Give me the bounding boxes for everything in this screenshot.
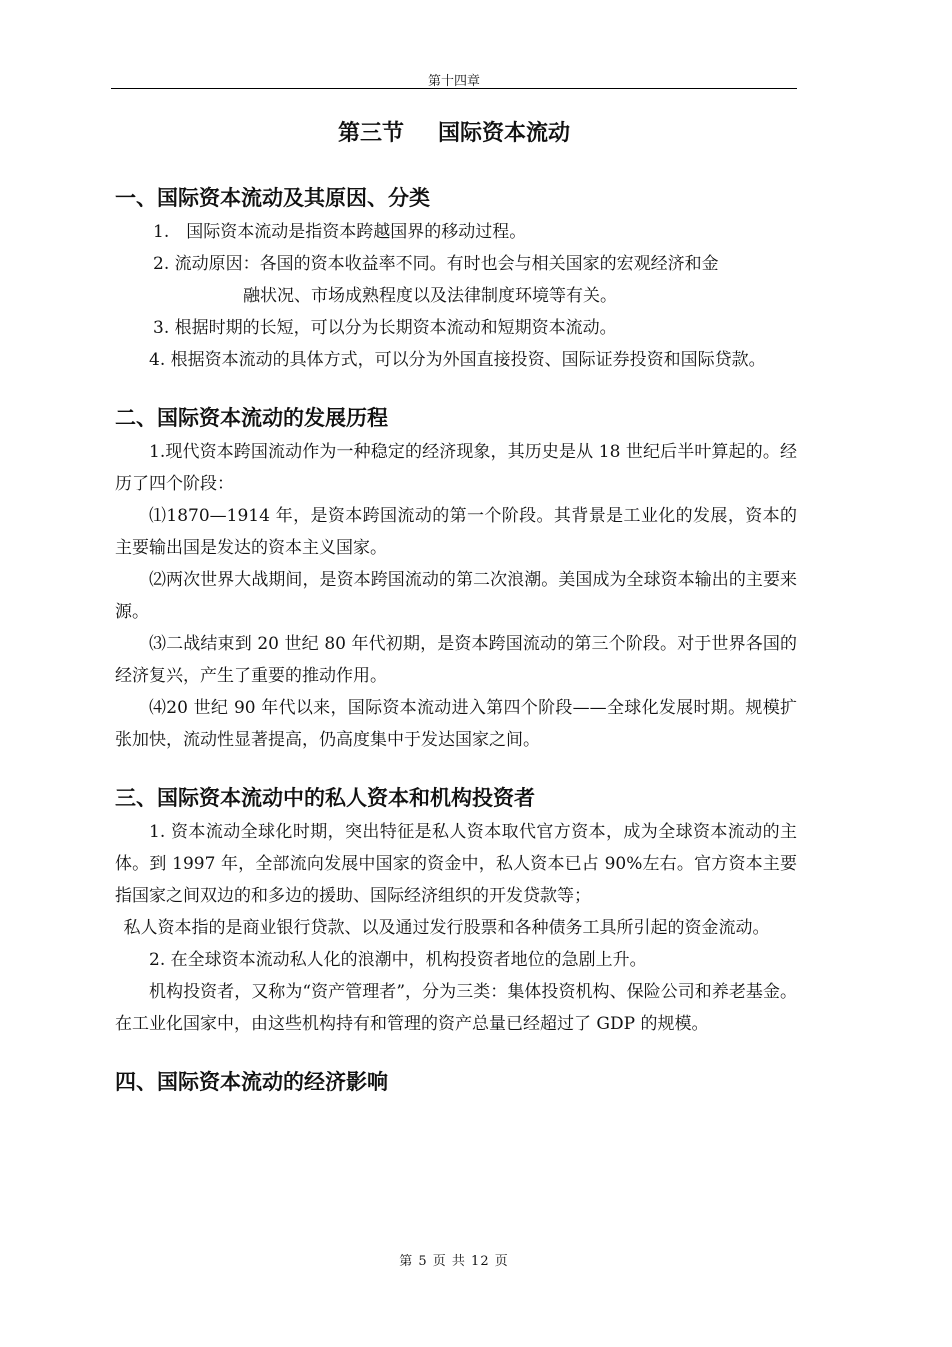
- page-footer: 第 5 页 共 12 页: [399, 1254, 509, 1269]
- paragraph: [115, 248, 797, 312]
- paragraph: ⑷20 世纪 90 年代以来，国际资本流动进入第四个阶段——全球化发展时期。规模扩张加快，流动性显著提高，仍高度集中于发达国家之间。: [115, 698, 797, 750]
- section-heading-1: 一、国际资本流动及其原因、分类: [115, 186, 430, 210]
- paragraph: ⑴1870—1914 年，是资本跨国流动的第一个阶段。其背景是工业化的发展，资本的主要输出国是发达的资本主义国家。: [115, 506, 797, 558]
- running-header: 第十四章: [427, 74, 480, 89]
- section-title-text: 国际资本流动: [438, 121, 571, 146]
- paragraph: 1.现代资本跨国流动作为一种稳定的经济现象，其历史是从 18 世纪后半叶算起的。经历了四个阶段：: [115, 442, 797, 494]
- section-heading-2: 二、国际资本流动的发展历程: [115, 406, 388, 430]
- section-heading-4: 四、国际资本流动的经济影响: [115, 1070, 388, 1094]
- paragraph-continuation: 融状况、市场成熟程度以及法律制度环境等有关。: [243, 286, 617, 306]
- paragraph: 1. 资本流动全球化时期，突出特征是私人资本取代官方资本，成为全球资本流动的主体。到 1997 年，全部流向发展中国家的资金中，私人资本已占 90%左右。官方资本主要指国家之间双边的和多边的援助、国际经济组织的开发贷款等；: [115, 822, 797, 906]
- paragraph: 3. 根据时期的长短，可以分为长期资本流动和短期资本流动。: [153, 318, 617, 338]
- section-title: [0, 116, 908, 147]
- section-heading-3: 三、国际资本流动中的私人资本和机构投资者: [115, 786, 535, 810]
- paragraph: 机构投资者，又称为“资产管理者”，分为三类：集体投资机构、保险公司和养老基金。在工业化国家中，由这些机构持有和管理的资产总量已经超过了 GDP 的规模。: [115, 982, 797, 1034]
- paragraph: 私人资本指的是商业银行贷款、以及通过发行股票和各种债务工具所引起的资金流动。: [123, 918, 770, 938]
- paragraph: 4. 根据资本流动的具体方式，可以分为外国直接投资、国际证券投资和国际贷款。: [149, 350, 766, 370]
- paragraph: ⑵两次世界大战期间，是资本跨国流动的第二次浪潮。美国成为全球资本输出的主要来源。: [115, 570, 797, 622]
- section-title-number: 第三节: [337, 121, 404, 146]
- paragraph: ⑶二战结束到 20 世纪 80 年代初期，是资本跨国流动的第三个阶段。对于世界各国的经济复兴，产生了重要的推动作用。: [115, 634, 797, 686]
- document-body: [115, 180, 797, 1100]
- header-rule: [111, 88, 797, 89]
- paragraph-line: 2. 流动原因：各国的资本收益率不同。有时也会与相关国家的宏观经济和金: [153, 254, 719, 274]
- paragraph: 1. 国际资本流动是指资本跨越国界的移动过程。: [153, 222, 527, 242]
- paragraph: 2. 在全球资本流动私人化的浪潮中，机构投资者地位的急剧上升。: [149, 950, 647, 970]
